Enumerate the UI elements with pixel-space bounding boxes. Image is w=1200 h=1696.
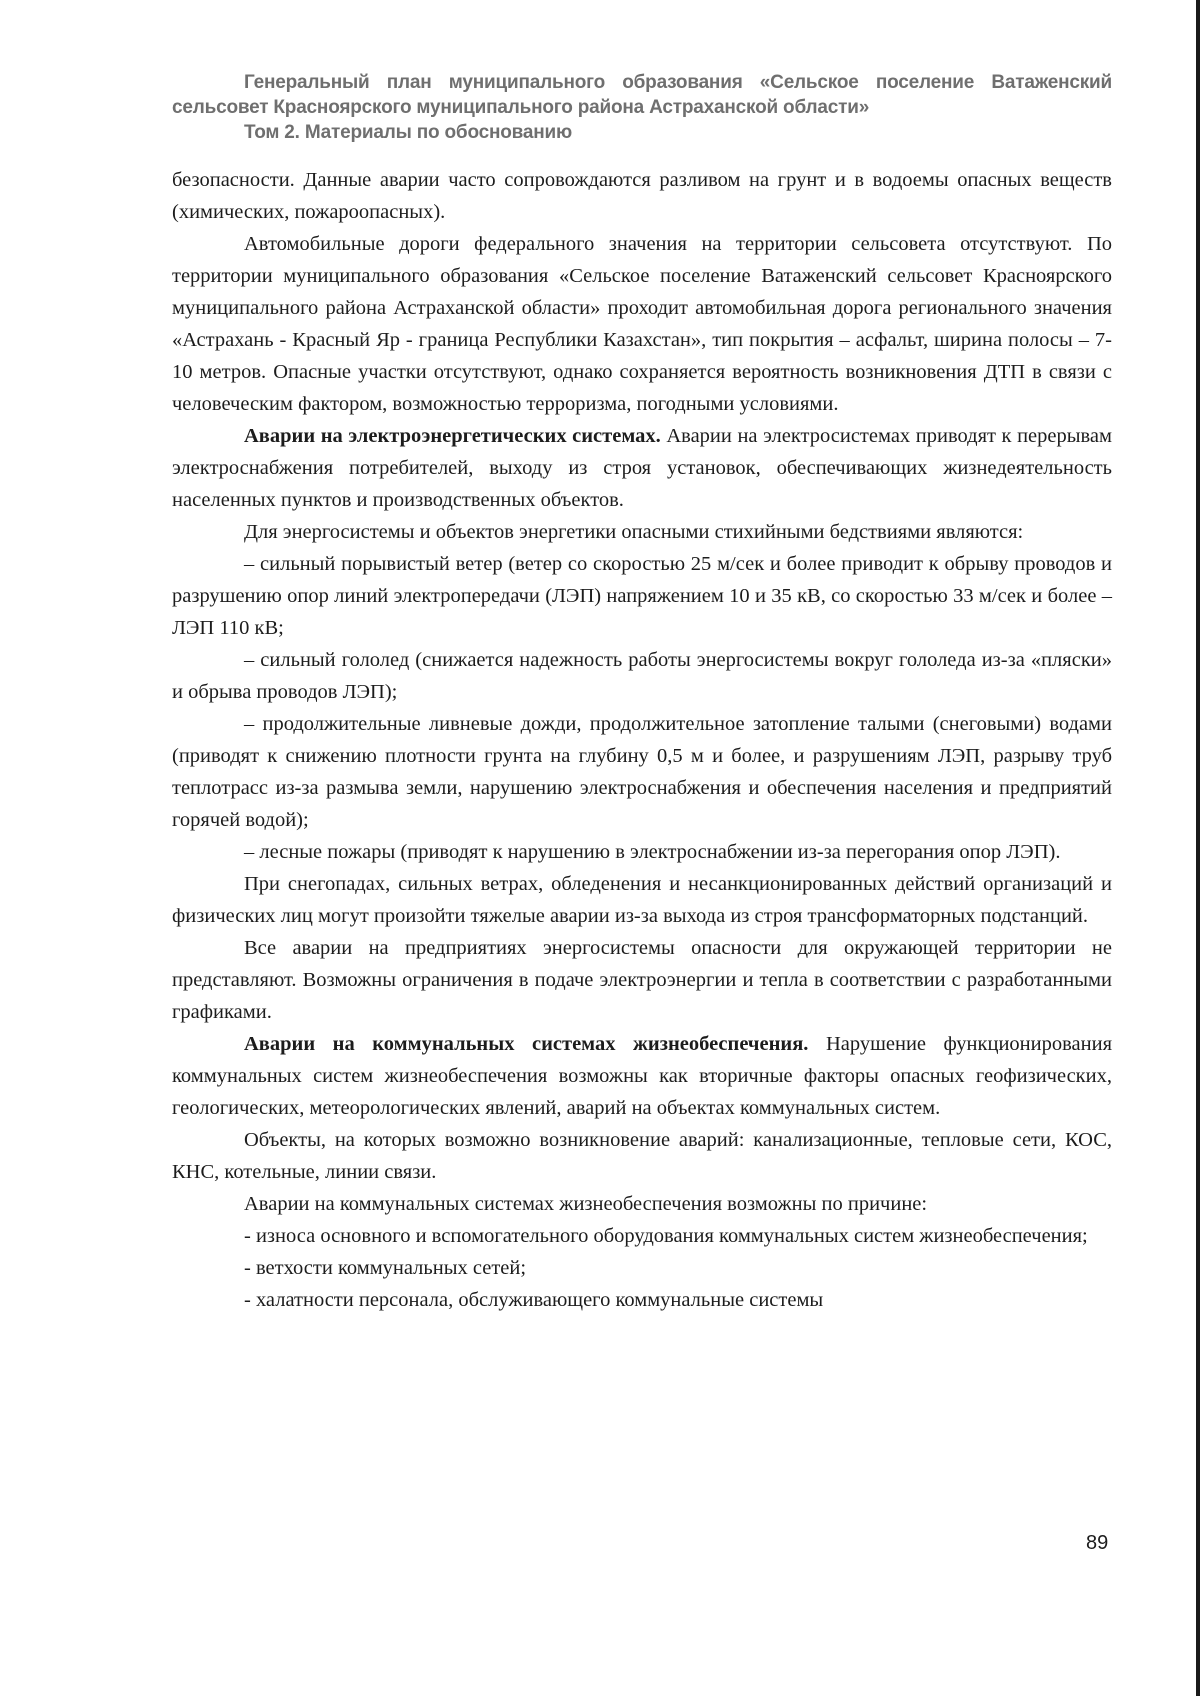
paragraph-substations: При снегопадах, сильных ветрах, обледенения и несанкционированных действий организаций и физических лиц могут произойти тяжелые аварии из-за выхода из строя трансформаторных подстанций. [172,873,1112,927]
list-item-dilapidation: - ветхости коммунальных сетей; [244,1257,527,1279]
paragraph-causes-intro: Аварии на коммунальных системах жизнеобеспечения возможны по причине: [244,1193,928,1215]
paragraph-objects: Объекты, на которых возможно возникновение аварий: канализационные, тепловые сети, КОС, КНС, котельные, линии связи. [172,1129,1112,1183]
list-item-fires: – лесные пожары (приводят к нарушению в электроснабжении из-за перегорания опор ЛЭП). [244,841,1061,863]
section-heading-utilities: Аварии на коммунальных системах жизнеобеспечения. [244,1033,809,1055]
page-number: 89 [1086,1532,1109,1554]
list-item-ice: – сильный гололед (снижается надежность работы энергосистемы вокруг гололеда из-за «пляски» и обрыва проводов ЛЭП); [172,649,1112,703]
list-item-wind: – сильный порывистый ветер (ветер со скоростью 25 м/сек и более приводит к обрыву проводов и разрушению опор линий электропередачи (ЛЭП) напряжением 10 и 35 кВ, со скоростью 33 м/сек и более – ЛЭП 110 кВ; [172,553,1112,639]
header-volume-title: Том 2. Материалы по обоснованию [244,122,573,143]
paragraph-power-text: Аварии на электросистемах приводят к перерывам электроснабжения потребителей, выходу из строя установок, обеспечивающих жизнедеятельность населенных пунктов и производственных объектов. [172,425,1112,511]
header-line-1: Генеральный план муниципального образования «Сельское поселение Ватаженский [244,72,1112,93]
body-text [172,164,1112,1316]
paragraph-hazards-intro: Для энергосистемы и объектов энергетики опасными стихийными бедствиями являются: [244,521,1024,543]
list-item-wear: - износа основного и вспомогательного оборудования коммунальных систем жизнеобеспечения; [244,1225,1088,1247]
paragraph-roads: Автомобильные дороги федерального значения на территории сельсовета отсутствуют. По территории муниципального образования «Сельское поселение Ватаженский сельсовет Красноярского муниципального района Астраханской области» проходит автомобильная дорога регионального значения «Астрахань - Красный Яр - граница Республики Казахстан», тип покрытия – асфальт, ширина полосы – 7-10 метров. Опасные участки отсутствуют, однако сохраняется вероятность возникновения ДТП в связи с человеческим фактором, возможностью терроризма, погодными условиями. [172,233,1112,415]
paragraph-utility-accidents [172,1028,1112,1124]
list-item-rain: – продолжительные ливневые дожди, продолжительное затопление талыми (снеговыми) водами (приводят к снижению плотности грунта на глубину 0,5 м и более, и разрушениям ЛЭП, разрыву труб теплотрасс из-за размыва земли, нарушению электроснабжения и обеспечения населения и предприятий горячей водой); [172,713,1112,831]
header-line-2: сельсовет Красноярского муниципального района Астраханской области» [172,97,870,118]
section-heading-power: Аварии на электроэнергетических системах. [244,425,661,447]
paragraph-utility-text: Нарушение функционирования коммунальных систем жизнеобеспечения возможны как вторичные факторы опасных геофизических, геологических, метеорологических явлений, аварий на объектах коммунальных систем. [172,1033,1113,1119]
paragraph-power-accidents [172,420,1112,516]
running-header [172,70,1112,145]
paragraph-continuation: безопасности. Данные аварии часто сопровождаются разливом на грунт и в водоемы опасных веществ (химических, пожароопасных). [172,169,1112,223]
paragraph-energy-risk: Все аварии на предприятиях энергосистемы опасности для окружающей территории не представляют. Возможны ограничения в подаче электроэнергии и тепла в соответствии с разработанными графиками. [172,937,1112,1023]
list-item-negligence: - халатности персонала, обслуживающего коммунальные системы [244,1289,824,1311]
